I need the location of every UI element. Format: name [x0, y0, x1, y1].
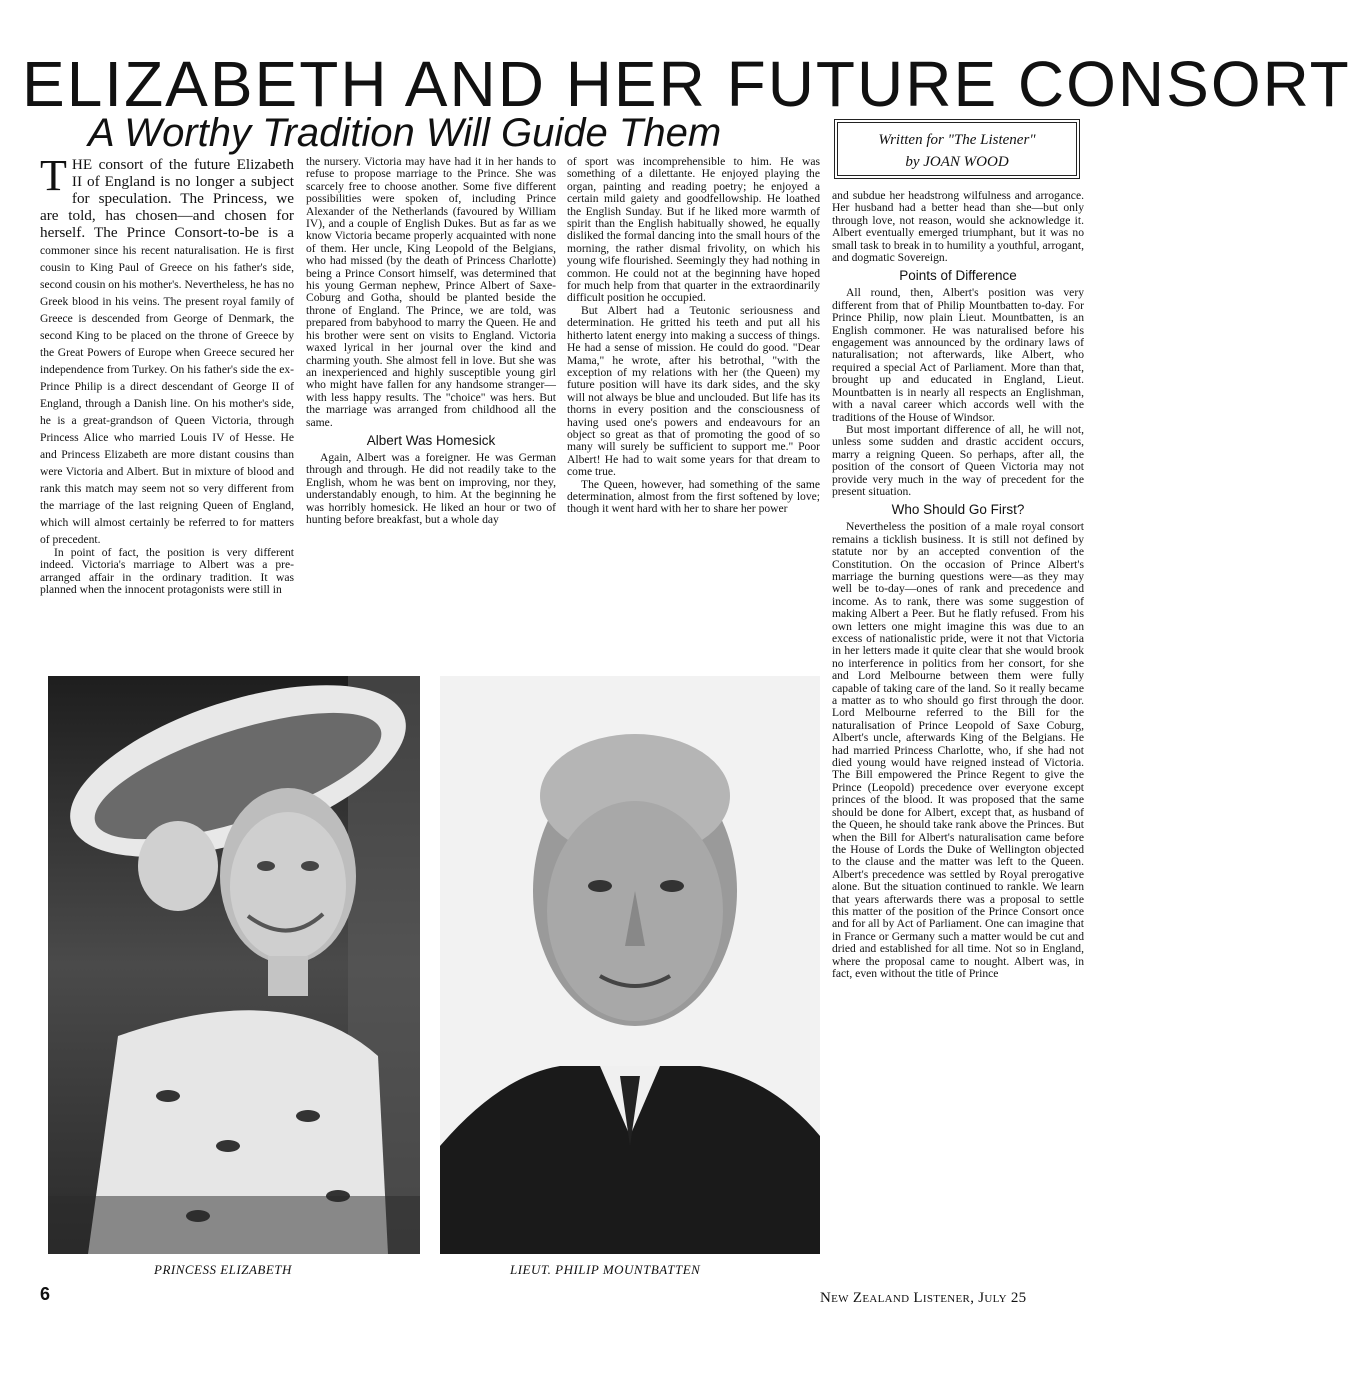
- lead-paragraph: [40, 151, 294, 547]
- photo-lieut-philip-mountbatten: [440, 676, 820, 1254]
- paragraph: The Queen, however, had something of the same determination, almost from the first softened by love; though it went hard with her to share her power: [567, 477, 820, 516]
- photo-princess-elizabeth: [48, 676, 420, 1254]
- byline-line-2: by JOAN WOOD: [905, 154, 1009, 170]
- article-column-3: [567, 156, 820, 668]
- publication-footer: New Zealand Listener, July 25: [820, 1290, 1027, 1306]
- paragraph: of sport was incomprehensible to him. He was something of a dilettante. He enjoyed playing the organ, painting and reading poetry; he enjoyed a certain mild gaiety and goodfellowship. He loathed the English Sunday. But if he liked more warmth of spirit than the English habitually showed, he equally disliked the formal dancing into the small hours of the morning, the rather dismal frivolity, on which his young wife flourished. Seemingly they had nothing in common. He could not at the beginning have hoped for much help from that quarter in the extraordinarily difficult position he occupied.: [567, 155, 820, 305]
- paragraph: the nursery. Victoria may have had it in her hands to refuse to propose marriage to the Prince. She was scarcely free to choose another. Some five different possibilities were spoken of, including Prince Alexander of the Netherlands (favoured by William IV), and a couple of English Dukes. But as far as we know Victoria became properly acquainted with none of them. Her uncle, King Leopold of the Belgians, who had missed (by the death of Princess Charlotte) being a Prince Consort himself, was determined that his young German nephew, Prince Albert of Saxe-Coburg and Gotha, should be planted beside the throne of England. The Prince, we are told, was prepared from babyhood to marry the Queen. He and his brother were sent on visits to England. Victoria waxed lyrical in her journal over the kind and charming youth. She almost fell in love. But she was an inexperienced and highly susceptible young girl who might have fallen for any handsome stranger—with less happy results. The "choice" was hers. But the marriage was arranged from childhood all the same.: [306, 155, 556, 429]
- article-column-4: [832, 190, 1084, 1290]
- drop-cap: T: [40, 151, 67, 200]
- lead-rest-text: commoner since his recent naturalisation. He is first cousin to King Paul of Greece on his father's side, second cousin on his mother's. Nevertheless, he has no Greek blood in his veins. The present royal family of Greece is descended from George of Denmark, the second King to be placed on the throne of Greece by the Great Powers of Europe when Greece secured her independence from Turkey. On his father's side the ex-Prince Philip is a direct descendant of George II of England, through a Danish line. On his mother's side, he is a great-grandson of Queen Victoria, through Princess Alice who married Louis IV of Hesse. He and Princess Elizabeth are more distant cousins than were Victoria and Albert. But in mixture of blood and rank this match may seem not so very different from the marriage of the last reigning Queen of England, which will almost certainly be referred to for matters of precedent.: [40, 244, 294, 546]
- page-number: 6: [40, 1284, 51, 1304]
- paragraph: All round, then, Albert's position was very different from that of Philip Mountbatten to-day. For Prince Philip, now plain Lieut. Mountbatten, is an English commoner. He was naturalised before his engagement was announced by the ordinary laws of naturalisation; not afterwards, like Albert, who required a special Act of Parliament. More than that, brought up and educated in England, Lieut. Mountbatten is in nearly all respects an Englishman, with a naval career which accords well with the traditions of the House of Windsor.: [832, 286, 1084, 424]
- paragraph: In point of fact, the position is very different indeed. Victoria's marriage to Albert was a pre-arranged affair in the ordinary tradition. It was planned when the innocent protagonists were still in: [40, 546, 294, 597]
- section-heading-points-of-difference: Points of Difference: [899, 268, 1017, 284]
- section-heading-albert-was-homesick: Albert Was Homesick: [366, 432, 496, 448]
- caption-left: PRINCESS ELIZABETH: [154, 1262, 292, 1277]
- headline: ELIZABETH AND HER FUTURE CONSORT: [22, 48, 1351, 120]
- article-column-1: [40, 151, 294, 668]
- caption-right: LIEUT. PHILIP MOUNTBATTEN: [510, 1262, 701, 1277]
- lead-large-text: HE consort of the future Elizabeth II of England is no longer a subject for speculation. The Princess, we are told, has chosen—and chosen for herself. The Prince Consort-to-be is a: [40, 156, 294, 241]
- paragraph: But most important difference of all, he will not, unless some sudden and drastic accident occurs, marry a reigning Queen. So perhaps, after all, the position of the consort of Queen Victoria may not provide very much in the way of precedent for the present situation.: [832, 422, 1084, 498]
- byline-line-1: Written for "The Listener": [878, 132, 1036, 148]
- article-column-2: [306, 156, 556, 668]
- paragraph: Nevertheless the position of a male royal consort remains a ticklish business. It is still not defined by statute nor by an accepted convention of the Constitution. On the occasion of Prince Albert's marriage the burning questions were—as they may well be to-day—ones of rank and precedence and income. As to rank, there was some suggestion of making Albert a Peer. But he flatly refused. From his own letters one might imagine this was due to an excess of nationalistic pride, were it not that Victoria in her letters made it quite clear that she would brook no interference in politics from her consort, for she and Lord Melbourne between them were fully capable of taking care of the land. So it really became a matter as to who should go first through the door. Lord Melbourne referred to the Bill for the naturalisation of Prince Leopold of Saxe Coburg, Albert's uncle, afterwards King of the Belgians. He had married Princess Charlotte, who, if she had not died young would have reigned instead of Victoria. The Bill empowered the Prince Regent to give the Prince (Leopold) precedence over everyone except princes of the blood. It was proposed that the same should be done for Albert, except that, as husband of the Queen, he should take rank above the Princes. But when the Bill for Albert's naturalisation came before the House of Lords the Duke of Wellington objected to the clause and the matter was left to the Queen. Albert's precedence was settled by Royal prerogative alone. But the situation continued to rankle. We learn that years afterwards there was a proposal to settle this matter of the position of the Prince Consort once and for all by Act of Parliament. One can imagine that in France or Germany such a matter would be cut and dried and established for all time. Not so in England, where the proposal came to nought. Albert was, in fact, even without the title of Prince: [832, 520, 1084, 980]
- paragraph: and subdue her headstrong wilfulness and arrogance. Her husband had a better head than she—but only through love, not reason, would she acknowledge it. Albert eventually emerged triumphant, but it was no small task to break in to humility a youthful, arrogant, and dogmatic Sovereign.: [832, 189, 1084, 265]
- byline-box: [834, 119, 1080, 179]
- subheadline: A Worthy Tradition Will Guide Them: [88, 111, 722, 155]
- paragraph: But Albert had a Teutonic seriousness and determination. He gritted his teeth and put all his hitherto latent energy into making a success of things. He had a sense of mission. He could do good. "Dear Mama," he wrote, after his betrothal, "with the exception of my relations with her (the Queen) my future position will have its dark sides, and the sky will not always be blue and unclouded. But life has its thorns in every position and the consciousness of having used one's powers and endeavours for an object so great as that of promoting the good of so many will surely be sufficient to support me." Poor Albert! He had to wait some years for that dream to come true.: [567, 303, 820, 479]
- section-heading-who-should-go-first: Who Should Go First?: [891, 502, 1025, 518]
- paragraph: Again, Albert was a foreigner. He was German through and through. He did not readily take to the English, whom he was bent on improving, nor they, understandably enough, to him. At the beginning he was horribly homesick. He liked an hour or two of hunting before breakfast, but a whole day: [306, 450, 556, 526]
